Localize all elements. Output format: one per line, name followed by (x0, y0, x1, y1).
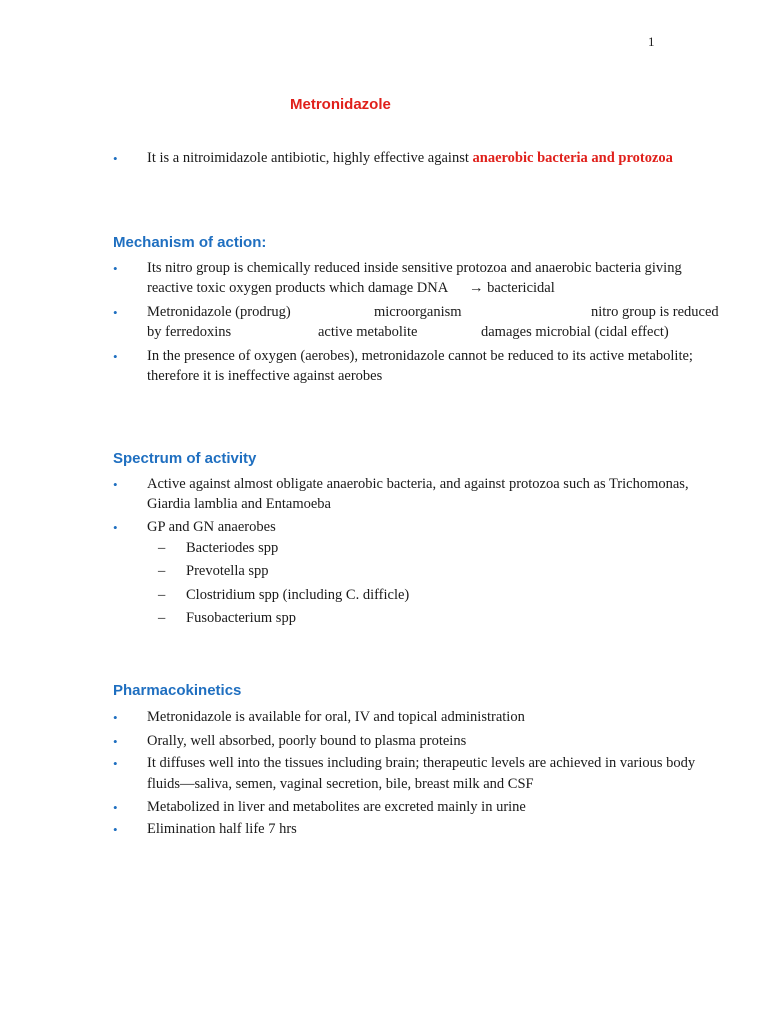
dash-icon: – (158, 587, 166, 603)
mechanism-active-metabolite: active metabolite (318, 324, 418, 340)
pk-item-4: Metabolized in liver and metabolites are excreted mainly in urine (147, 799, 526, 815)
dash-icon: – (158, 610, 166, 626)
spectrum-item-1-line-1: Active against almost obligate anaerobic bacteria, and against protozoa such as Trichomonas, (147, 476, 689, 492)
bullet-icon: • (113, 261, 118, 276)
bullet-icon: • (113, 822, 118, 837)
mechanism-item-1-line-2: reactive toxic oxygen products which damage DNA (147, 280, 449, 296)
bullet-icon: • (113, 305, 118, 320)
bullet-icon: • (113, 520, 118, 535)
bullet-icon: • (113, 710, 118, 725)
bullet-icon: • (113, 477, 118, 492)
mechanism-item-3-line-2: therefore it is ineffective against aerobes (147, 368, 383, 384)
mechanism-item-3-line-1: In the presence of oxygen (aerobes), metronidazole cannot be reduced to its active metabolite; (147, 348, 693, 364)
spectrum-item-1-line-2: Giardia lamblia and Entamoeba (147, 496, 331, 512)
bactericidal-arrow: → bactericidal (469, 280, 555, 296)
pk-item-1: Metronidazole is available for oral, IV and topical administration (147, 709, 525, 725)
pk-item-3-line-2: fluids—saliva, semen, vaginal secretion, bile, breast milk and CSF (147, 776, 534, 792)
bullet-icon: • (113, 756, 118, 771)
spectrum-sub-item: Bacteriodes spp (186, 540, 279, 556)
mechanism-heading: Mechanism of action: (113, 234, 267, 251)
spectrum-item-2: GP and GN anaerobes (147, 519, 276, 535)
pharmacokinetics-heading: Pharmacokinetics (113, 682, 242, 699)
mechanism-prodrug: Metronidazole (prodrug) (147, 304, 291, 320)
spectrum-heading: Spectrum of activity (113, 450, 257, 467)
bullet-icon: • (113, 800, 118, 815)
intro-highlight: anaerobic bacteria and protozoa (472, 150, 673, 166)
spectrum-sub-item: Fusobacterium spp (186, 610, 296, 626)
pk-item-3-line-1: It diffuses well into the tissues including brain; therapeutic levels are achieved in various body (147, 755, 696, 771)
dash-icon: – (158, 540, 166, 556)
bullet-icon: • (113, 734, 118, 749)
mechanism-damages: damages microbial (cidal effect) (481, 324, 669, 340)
mechanism-microorganism: microorganism (374, 304, 462, 320)
mechanism-ferredoxins: by ferredoxins (147, 324, 232, 340)
mechanism-item-1-line-1: Its nitro group is chemically reduced inside sensitive protozoa and anaerobic bacteria giving (147, 260, 682, 276)
page-number: 1 (648, 34, 655, 49)
bullet-icon: • (113, 151, 118, 166)
bullet-icon: • (113, 349, 118, 364)
pk-item-2: Orally, well absorbed, poorly bound to plasma proteins (147, 733, 467, 749)
spectrum-sub-item: Clostridium spp (including C. difficle) (186, 587, 410, 603)
mechanism-nitro-reduced: nitro group is reduced (591, 304, 719, 320)
spectrum-sub-item: Prevotella spp (186, 563, 269, 579)
intro-text: It is a nitroimidazole antibiotic, highly effective against (147, 150, 473, 166)
document-title: Metronidazole (290, 96, 391, 113)
intro-item (147, 148, 673, 168)
dash-icon: – (158, 563, 166, 579)
pk-item-5: Elimination half life 7 hrs (147, 821, 297, 837)
